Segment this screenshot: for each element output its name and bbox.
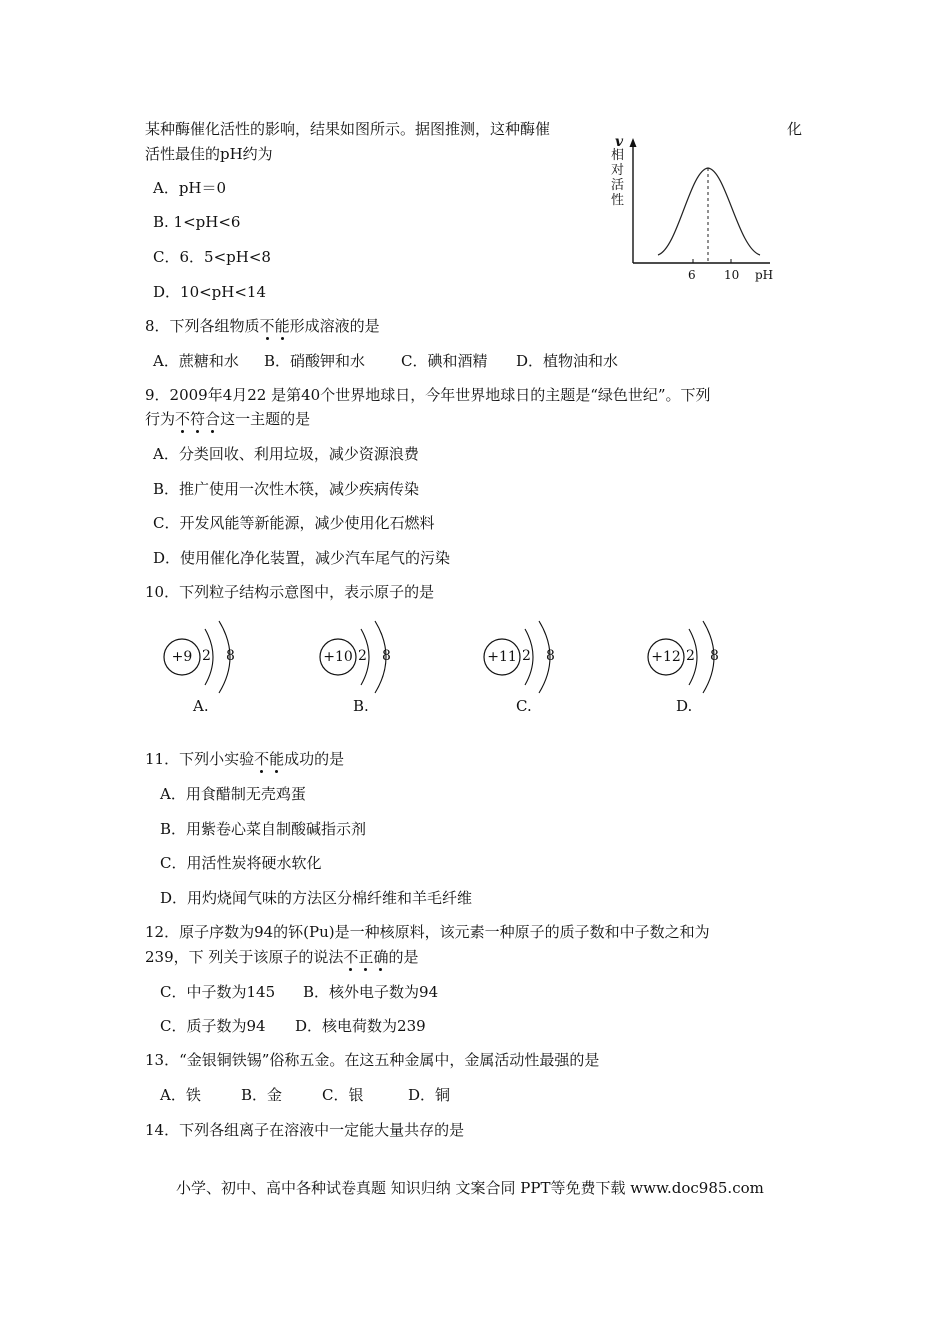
atom-label-c: C. (516, 697, 532, 715)
q9-option-d: D．使用催化净化装置，减少汽车尾气的污染 (153, 549, 451, 567)
q12-stem-text: 的是 (388, 948, 419, 966)
q11-option-b: B．用紫卷心菜自制酸碱指示剂 (160, 820, 367, 838)
atom-diagram-a (157, 617, 267, 697)
shell2-electrons: 8 (710, 648, 719, 664)
atom-diagram-c (477, 617, 587, 697)
q12-option-a: C．中子数为145 (160, 983, 276, 1001)
atom-label-a: A. (193, 697, 209, 715)
shell1-electrons: 2 (686, 648, 695, 664)
emphasis-char: 正 (358, 948, 374, 966)
emphasis-char: 不 (175, 410, 191, 428)
q8-option-d: D．植物油和水 (516, 352, 619, 370)
q8-stem-text: 形成溶液的是 (289, 317, 380, 335)
q12-stem-line2 (145, 947, 418, 967)
emphasis-char: 能 (269, 750, 285, 768)
q9-option-b: B．推广使用一次性木筷，减少疾病传染 (153, 480, 420, 498)
q9-stem-text: 这一主题的是 (220, 410, 311, 428)
emphasis-char: 合 (205, 410, 221, 428)
shell2-electrons: 8 (382, 648, 391, 664)
emphasis-char: 不 (343, 948, 359, 966)
shell1-electrons: 2 (522, 648, 531, 664)
q9-stem-text: 行为 (145, 410, 176, 428)
q7-option-b: B. 1<pH<6 (153, 213, 241, 231)
page-footer: 小学、初中、高中各种试卷真题 知识归纳 文案合同 PPT等免费下载 www.doc985.com (176, 1179, 764, 1197)
nucleus-charge: +10 (323, 649, 353, 665)
atom-diagram-d (641, 617, 751, 697)
atom-diagram-b (313, 617, 423, 697)
nucleus-charge: +11 (487, 649, 517, 665)
y-label-char: 活 (611, 178, 625, 193)
nucleus-charge: +9 (171, 649, 193, 665)
q8-stem-text: 8．下列各组物质 (145, 317, 260, 335)
emphasis-char: 符 (190, 410, 206, 428)
q9-stem-line2 (145, 409, 310, 429)
q7-stem-line1: 某种酶催化活性的影响，结果如图所示。据图推测，这种酶催 (145, 120, 551, 138)
x-tick-label-6: 6 (688, 268, 696, 282)
q11-stem-text: 11．下列小实验 (145, 750, 255, 768)
q9-option-c: C．开发风能等新能源，减少使用化石燃料 (153, 514, 435, 532)
q13-stem: 13．“金银铜铁锡”俗称五金。在这五种金属中，金属活动性最强的是 (145, 1051, 600, 1069)
q9-option-a: A．分类回收、利用垃圾，减少资源浪费 (153, 445, 419, 463)
shell2-electrons: 8 (546, 648, 555, 664)
emphasis-char: 不 (259, 317, 275, 335)
y-label-char: 性 (611, 193, 625, 208)
q11-stem-text: 成功的是 (284, 750, 345, 768)
q9-stem-line1: 9．2009年4月22 是第40个世界地球日，今年世界地球日的主题是“绿色世纪”。下列 (145, 386, 711, 404)
q8-option-b: B．硝酸钾和水 (264, 352, 366, 370)
q12-stem-line1: 12．原子序数为94的钚(Pu)是一种核原料，该元素一种原子的质子数和中子数之和为 (145, 923, 710, 941)
shell1-electrons: 2 (358, 648, 367, 664)
q13-option-c: C．银 (322, 1086, 364, 1104)
q13-option-a: A．铁 (160, 1086, 201, 1104)
y-axis-arrow (630, 138, 637, 147)
y-label-char: 相 (611, 148, 625, 163)
q10-stem: 10．下列粒子结构示意图中，表示原子的是 (145, 583, 435, 601)
q7-option-c: C．6．5<pH<8 (153, 248, 271, 266)
q14-stem: 14．下列各组离子在溶液中一定能大量共存的是 (145, 1121, 465, 1139)
emphasis-char: 确 (373, 948, 389, 966)
q11-option-c: C．用活性炭将硬水软化 (160, 854, 322, 872)
q11-stem (145, 749, 344, 769)
nucleus-charge: +12 (651, 649, 681, 665)
enzyme-activity-figure (600, 130, 780, 290)
emphasis-char: 不 (254, 750, 270, 768)
q8-option-a: A．蔗糖和水 (153, 352, 239, 370)
q12-stem-text: 239，下 列关于该原子的说法 (145, 948, 344, 966)
q12-option-c: C．质子数为94 (160, 1017, 266, 1035)
y-axis-label (611, 148, 627, 208)
shell2-electrons: 8 (226, 648, 235, 664)
q7-option-d: D．10<pH<14 (153, 283, 267, 301)
q11-option-d: D．用灼烧闻气味的方法区分棉纤维和羊毛纤维 (160, 889, 473, 907)
activity-curve (658, 168, 760, 255)
y-variable-label: v (615, 134, 624, 150)
q8-stem (145, 316, 380, 336)
atom-label-d: D. (676, 697, 693, 715)
q7-stem-line1-tail: 化 (787, 120, 803, 138)
emphasis-char: 能 (274, 317, 290, 335)
q7-stem-line2: 活性最佳的pH约为 (145, 145, 273, 163)
q12-option-b: B．核外电子数为94 (303, 983, 439, 1001)
q8-option-c: C．碘和酒精 (401, 352, 488, 370)
x-tick-label-10: 10 (724, 268, 740, 282)
shell1-electrons: 2 (202, 648, 211, 664)
y-label-char: 对 (611, 163, 625, 178)
x-axis-label: pH (755, 268, 774, 282)
q7-option-a: A．pH＝0 (153, 179, 227, 197)
atom-label-b: B. (353, 697, 369, 715)
q11-option-a: A．用食醋制无壳鸡蛋 (160, 785, 306, 803)
q13-option-b: B．金 (241, 1086, 283, 1104)
q12-option-d: D．核电荷数为239 (295, 1017, 426, 1035)
q13-option-d: D．铜 (408, 1086, 451, 1104)
